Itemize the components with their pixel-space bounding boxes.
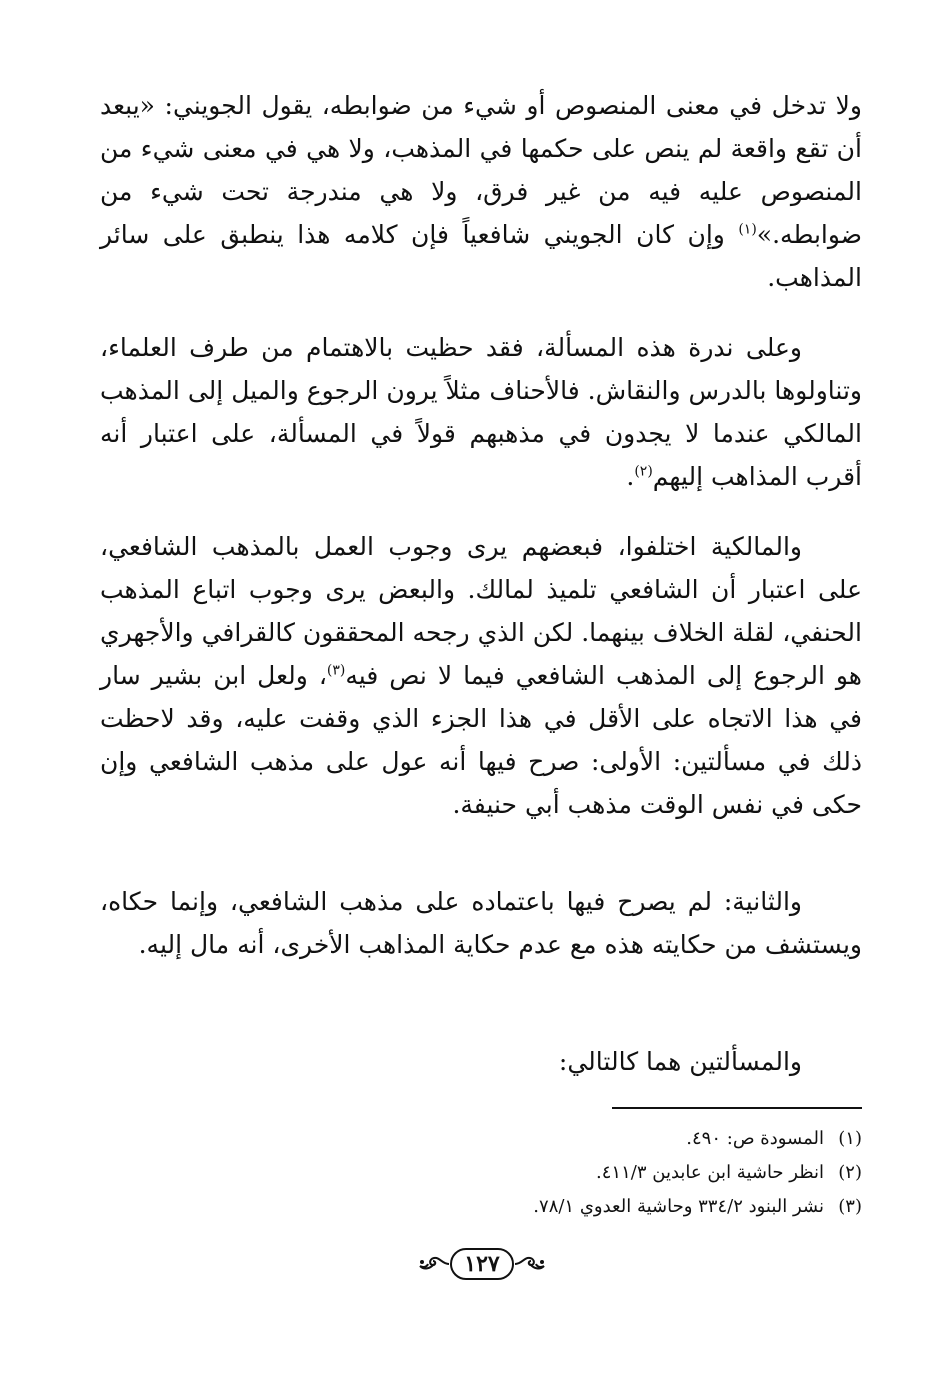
paragraph-4	[100, 880, 862, 966]
footnote-divider	[612, 1107, 862, 1109]
paragraph-1-tail: وإن كان الجويني شافعياً فإن كلامه هذا ينطبق على سائر المذاهب.	[100, 220, 862, 292]
paragraph-4-text: والثانية: لم يصرح فيها باعتماده على مذهب الشافعي، وإنما حكاه، ويستشف من حكايته هذه مع عدم حكاية المذاهب الأخرى، أنه مال إليه.	[100, 887, 862, 959]
footnote-1	[300, 1122, 862, 1156]
flourish-right-icon	[514, 1252, 546, 1276]
paragraph-1-text: ولا تدخل في معنى المنصوص أو شيء من ضوابطه، يقول الجويني: «يبعد أن تقع واقعة لم ينص على حكمها في المذهب، ولا هي في معنى شيء من المنصوص عليه فيه من غير فرق، ولا هي مندرجة تحت شيء من ضوابطه.»	[100, 91, 862, 249]
page-number-ornament	[418, 1238, 546, 1290]
footnote-number: (١)	[838, 1128, 862, 1149]
paragraph-3-tail: ، ولعل ابن بشير سار في هذا الاتجاه على الأقل في هذا الجزء الذي وقفت عليه، وقد لاحظت ذلك في مسألتين: الأولى: صرح فيها أنه عول على مذهب الشافعي وإن حكى في نفس الوقت مذهب أبي حنيفة.	[100, 661, 862, 819]
paragraph-1	[100, 84, 862, 299]
footnote-2	[300, 1156, 862, 1190]
footnote-number: (٣)	[838, 1196, 862, 1217]
paragraph-5-text: والمسألتين هما كالتالي:	[558, 1047, 802, 1076]
paragraph-3-text: والمالكية اختلفوا، فبعضهم يرى وجوب العمل بالمذهب الشافعي، على اعتبار أن الشافعي تلميذ لمالك. والبعض يرى وجوب اتباع المذهب الحنفي، لقلة الخلاف بينهما. لكن الذي رجحه المحققون كالقرافي والأجهري هو الرجوع إلى المذهب الشافعي فيما لا نص فيه	[100, 532, 862, 690]
footnotes	[300, 1122, 862, 1224]
flourish-left-icon	[418, 1252, 450, 1276]
paragraph-2-tail: .	[626, 462, 635, 491]
footnote-3	[300, 1190, 862, 1224]
footnote-ref-3[interactable]: (٣)	[326, 662, 346, 679]
footnote-text: انظر حاشية ابن عابدين ٤١١/٣.	[596, 1162, 824, 1183]
page-number: ١٢٧	[450, 1248, 514, 1280]
paragraph-2-text: وعلى ندرة هذه المسألة، فقد حظيت بالاهتمام من طرف العلماء، وتناولوها بالدرس والنقاش. فالأحناف مثلاً يرون الرجوع والميل إلى المذهب المالكي عندما لا يجدون في مذهبهم قولاً في المسألة، على اعتبار أنه أقرب المذاهب إليهم	[100, 333, 862, 491]
paragraph-5	[100, 1040, 862, 1083]
footnote-ref-1[interactable]: (١)	[738, 221, 757, 238]
paragraph-3	[100, 525, 862, 826]
footnote-ref-2[interactable]: (٢)	[634, 463, 653, 480]
footnote-number: (٢)	[838, 1162, 862, 1183]
paragraph-2	[100, 326, 862, 498]
footnote-text: نشر البنود ٣٣٤/٢ وحاشية العدوي ٧٨/١.	[533, 1196, 824, 1217]
footnote-text: المسودة ص: ٤٩٠.	[686, 1128, 824, 1149]
